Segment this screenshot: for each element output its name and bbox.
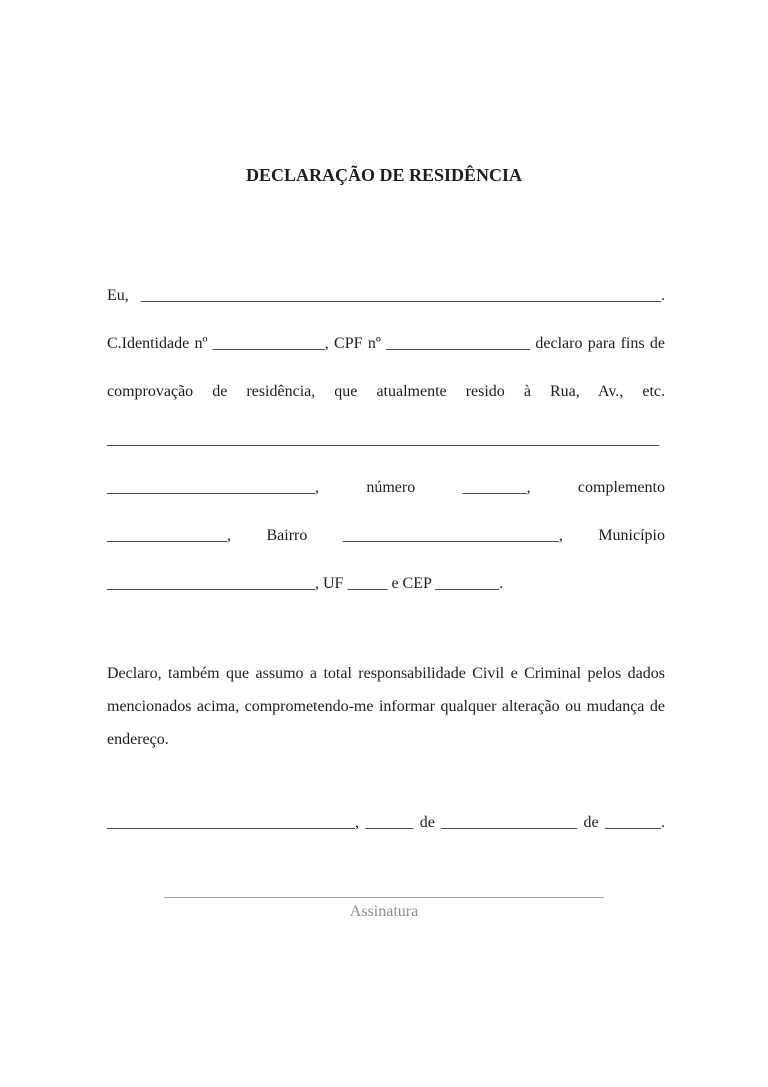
responsibility-paragraph (107, 657, 665, 756)
line-responsibility-2: mencionados acima, comprometendo-me informar qualquer alteração ou mudança de (107, 698, 665, 715)
document-title: DECLARAÇÃO DE RESIDÊNCIA (245, 165, 523, 185)
line-number-complement: __________________________, número ________, complemento (107, 479, 665, 496)
line-responsibility-1: Declaro, também que assumo a total responsabilidade Civil e Criminal pelos dados (107, 665, 665, 682)
declaration-paragraph (107, 272, 665, 608)
city-date-line: _______________________________, ______ de _________________ de _______. (107, 814, 665, 831)
line-residence-statement: comprovação de residência, que atualmente resido à Rua, Av., etc. (107, 383, 665, 400)
line-uf-cep: __________________________, UF _____ e CEP ________. (107, 575, 504, 592)
line-identity-cpf: C.Identidade nº ______________, CPF nº __________________ declaro para fins de (107, 335, 665, 352)
signature-label: Assinatura (349, 903, 419, 920)
signature-rule: _______________________________________________________ (164, 883, 604, 900)
line-address-blank: _____________________________________________________________________ (107, 431, 659, 448)
line-district-municipality: _______________, Bairro ___________________________, Município (107, 527, 665, 544)
city-date-block (107, 806, 665, 839)
line-declarant-name: Eu, _________________________________________________________________. (107, 287, 665, 304)
line-responsibility-3: endereço. (107, 731, 169, 748)
signature-block (0, 882, 768, 922)
